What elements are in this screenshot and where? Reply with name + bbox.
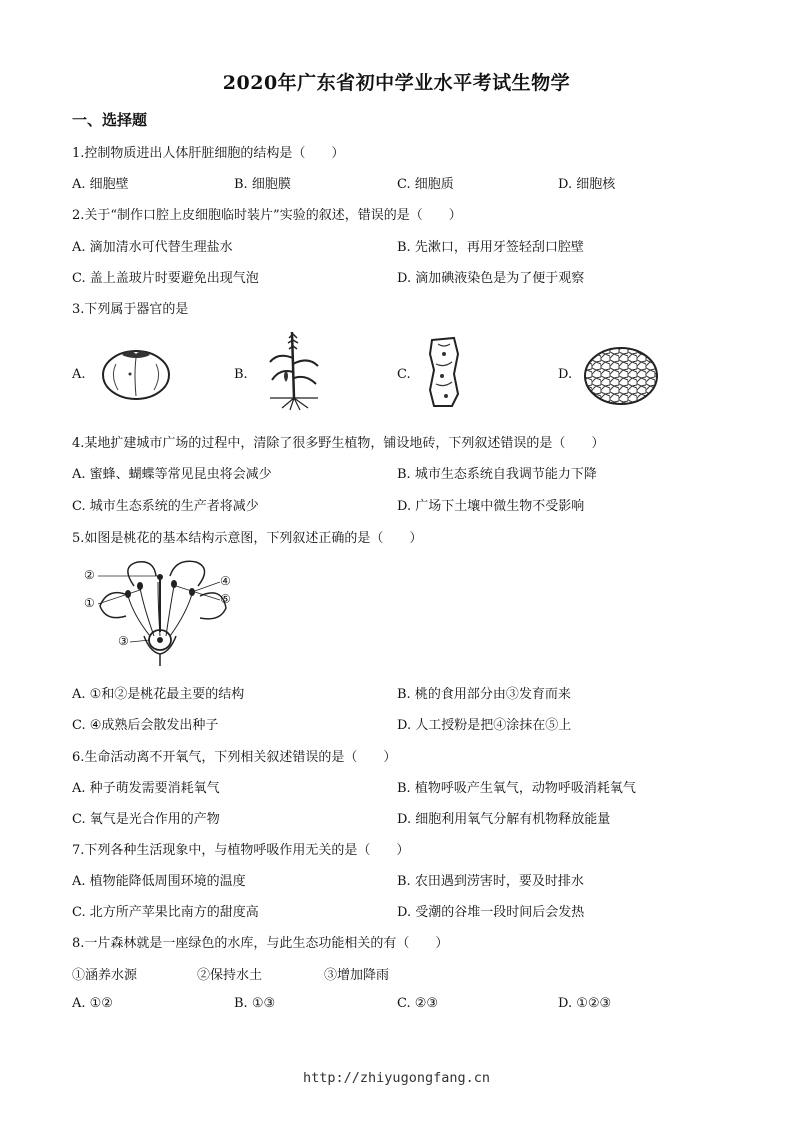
q4-option-b: B. 城市生态系统自我调节能力下降 [397, 467, 597, 482]
q6-option-a: A. 种子萌发需要消耗氧气 [72, 781, 220, 796]
q8-option-c: C. ②③ [397, 996, 439, 1011]
peach-flower-diagram [80, 556, 240, 668]
q4-option-c: C. 城市生态系统的生产者将减少 [72, 499, 259, 514]
q8-option-d: D. ①②③ [558, 996, 612, 1011]
q4-option-d: D. 广场下土壤中微生物不受影响 [397, 499, 585, 514]
question-2-stem: 2.关于“制作口腔上皮细胞临时装片”实验的叙述，错误的是（ ） [72, 208, 462, 223]
diagram-label-4: ④ [220, 574, 231, 588]
q4-option-a: A. 蜜蜂、蝴蝶等常见昆虫将会减少 [72, 467, 272, 482]
diagram-label-2: ② [84, 568, 95, 582]
q8-option-a: A. ①② [72, 996, 113, 1011]
diagram-label-1: ① [84, 596, 95, 610]
question-7-stem: 7.下列各种生活现象中，与植物呼吸作用无关的是（ ） [72, 843, 410, 858]
q5-option-a: A. ①和②是桃花最主要的结构 [72, 687, 245, 702]
question-1-stem: 1.控制物质进出人体肝脏细胞的结构是（ ） [72, 146, 345, 161]
q2-option-b: B. 先漱口，再用牙签轻刮口腔壁 [397, 240, 584, 255]
diagram-label-3: ③ [118, 634, 129, 648]
question-6-stem: 6.生命活动离不开氧气，下列相关叙述错误的是（ ） [72, 750, 397, 765]
q5-option-b: B. 桃的食用部分由③发育而来 [397, 687, 571, 702]
tomato-image [100, 344, 172, 402]
cell-tissue-image [583, 346, 659, 406]
q5-option-c: C. ④成熟后会散发出种子 [72, 718, 219, 733]
tissue-image [424, 334, 464, 410]
q8-statement-1: ①涵养水源 [72, 968, 138, 983]
diagram-label-5: ⑤ [220, 592, 231, 606]
q6-option-d: D. 细胞利用氧气分解有机物释放能量 [397, 812, 611, 827]
q2-option-a: A. 滴加清水可代替生理盐水 [72, 240, 233, 255]
corn-plant-image [262, 328, 324, 412]
q2-option-d: D. 滴加碘液染色是为了便于观察 [397, 271, 585, 286]
q7-option-d: D. 受潮的谷堆一段时间后会发热 [397, 905, 585, 920]
q2-option-c: C. 盖上盖玻片时要避免出现气泡 [72, 271, 259, 286]
q7-option-c: C. 北方所产苹果比南方的甜度高 [72, 905, 259, 920]
q5-option-d: D. 人工授粉是把④涂抹在⑤上 [397, 718, 572, 733]
q3-option-c: C. [397, 367, 411, 382]
question-4-stem: 4.某地扩建城市广场的过程中，清除了很多野生植物，铺设地砖，下列叙述错误的是（ ） [72, 436, 605, 451]
footer-url[interactable]: http://zhiyugongfang.cn [303, 1070, 490, 1086]
q6-option-c: C. 氧气是光合作用的产物 [72, 812, 220, 827]
page-title: 2020年广东省初中学业水平考试生物学 [222, 72, 571, 94]
q1-option-a: A. 细胞壁 [72, 177, 129, 192]
q3-option-b: B. [234, 367, 248, 382]
q8-statement-3: ③增加降雨 [324, 968, 390, 983]
q3-option-d: D. [558, 367, 573, 382]
question-5-stem: 5.如图是桃花的基本结构示意图，下列叙述正确的是（ ） [72, 531, 423, 546]
section-heading: 一、选择题 [72, 111, 148, 129]
q1-option-b: B. 细胞膜 [234, 177, 291, 192]
q6-option-b: B. 植物呼吸产生氧气，动物呼吸消耗氧气 [397, 781, 636, 796]
q7-option-b: B. 农田遇到涝害时，要及时排水 [397, 874, 584, 889]
q1-option-d: D. 细胞核 [558, 177, 616, 192]
q1-option-c: C. 细胞质 [397, 177, 454, 192]
question-8-stem: 8.一片森林就是一座绿色的水库，与此生态功能相关的有（ ） [72, 936, 449, 951]
question-3-stem: 3.下列属于器官的是 [72, 302, 189, 317]
q8-statement-2: ②保持水土 [197, 968, 263, 983]
q7-option-a: A. 植物能降低周围环境的温度 [72, 874, 246, 889]
q8-option-b: B. ①③ [234, 996, 276, 1011]
q3-option-a: A. [72, 367, 86, 382]
